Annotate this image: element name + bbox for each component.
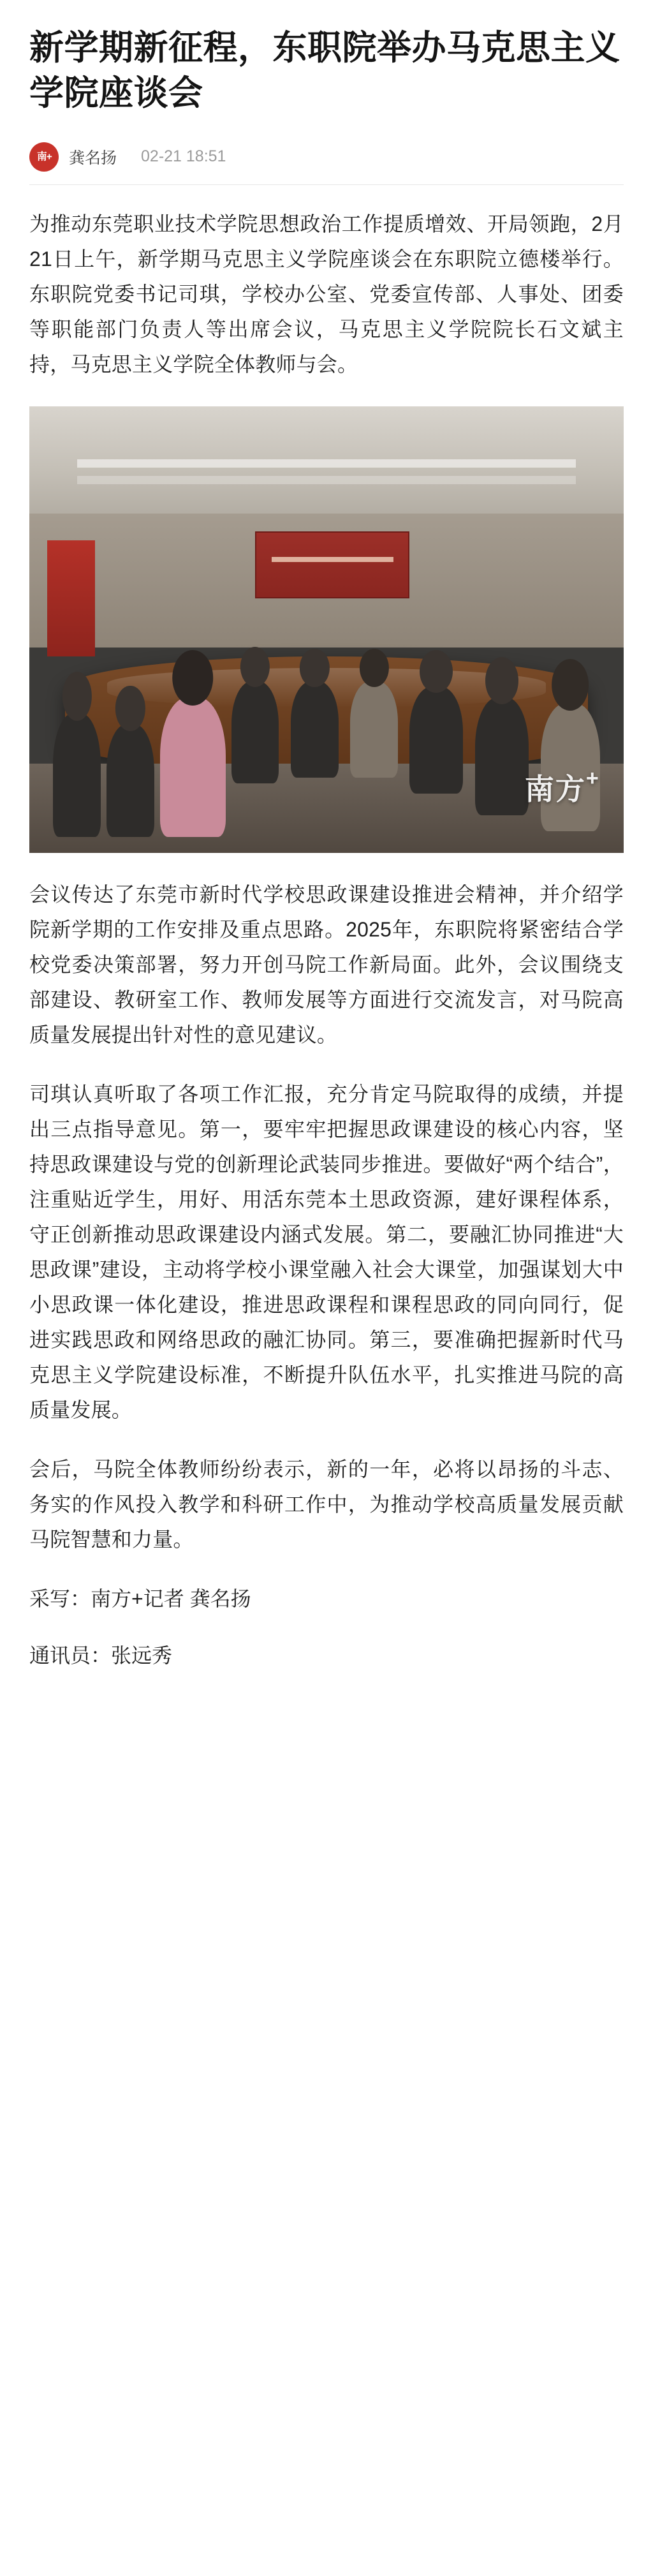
avatar-label: 南+ xyxy=(36,151,52,163)
avatar[interactable] xyxy=(29,142,59,172)
photo-person xyxy=(350,681,398,778)
publish-timestamp: 02-21 18:51 xyxy=(141,147,226,166)
meeting-photo xyxy=(29,406,624,853)
page-title: 新学期新征程，东职院举办马克思主义学院座谈会 xyxy=(29,29,620,113)
photo-watermark-text: 南方 xyxy=(524,772,586,806)
article-paragraph: 为推动东莞职业技术学院思想政治工作提质增效、开局领跑，2月21日上午，新学期马克思主义学院座谈会在东职院立德楼举行。东职院党委书记司琪，学校办公室、党委宣传部、人事处、团委等职能部门负责人等出席会议，马克思主义学院院长石文斌主持，马克思主义学院全体教师与会。 xyxy=(29,212,624,376)
photo-ceiling xyxy=(29,406,624,522)
photo-watermark-plus: + xyxy=(585,766,600,790)
photo-person xyxy=(231,681,279,783)
article-paragraph: 会后，马院全体教师纷纷表示，新的一年，必将以昂扬的斗志、务实的作风投入教学和科研工作中，为推动学校高质量发展贡献马院智慧和力量。 xyxy=(29,1458,624,1551)
photo-watermark xyxy=(525,766,600,808)
article-credit-correspondent: 通讯员：张远秀 xyxy=(29,1644,173,1668)
photo-person xyxy=(291,681,339,778)
photo-person xyxy=(160,697,226,836)
byline xyxy=(29,142,624,172)
article-paragraph: 会议传达了东莞市新时代学校思政课建设推进会精神，并介绍学院新学期的工作安排及重点思路。2025年，东职院将紧密结合学校党委决策部署，努力开创马院工作新局面。此外，会议围绕支部建设、教研室工作、教师发展等方面进行交流发言，对马院高质量发展提出针对性的意见建议。 xyxy=(29,882,624,1046)
article-paragraph: 司琪认真听取了各项工作汇报，充分肯定马院取得的成绩，并提出三点指导意见。第一，要牢牢把握思政课建设的核心内容，坚持思政课建设与党的创新理论武装同步推进。要做好“两个结合”，注重贴近学生，用好、用活东莞本土思政资源，建好课程体系，守正创新推动思政课建设内涵式发展。第二，要融汇协同推进“大思政课”建设，主动将学校小课堂融入社会大课堂，加强谋划大中小思政课一体化建设，推进思政课程和课程思政的同向同行，促进实践思政和网络思政的融汇协同。第三，要准确把握新时代马克思主义学院建设标准，不断提升队伍水平，扎实推进马院的高质量发展。 xyxy=(29,1082,624,1422)
header-divider xyxy=(29,184,624,185)
photo-person xyxy=(53,713,101,836)
photo-person xyxy=(475,697,529,815)
photo-person xyxy=(106,724,154,836)
article-credit-writer: 采写：南方+记者 龚名扬 xyxy=(29,1587,251,1611)
author-name[interactable]: 龚名扬 xyxy=(69,149,117,167)
photo-attendees xyxy=(29,585,624,853)
photo-person xyxy=(409,686,463,794)
article-figure xyxy=(29,406,624,853)
